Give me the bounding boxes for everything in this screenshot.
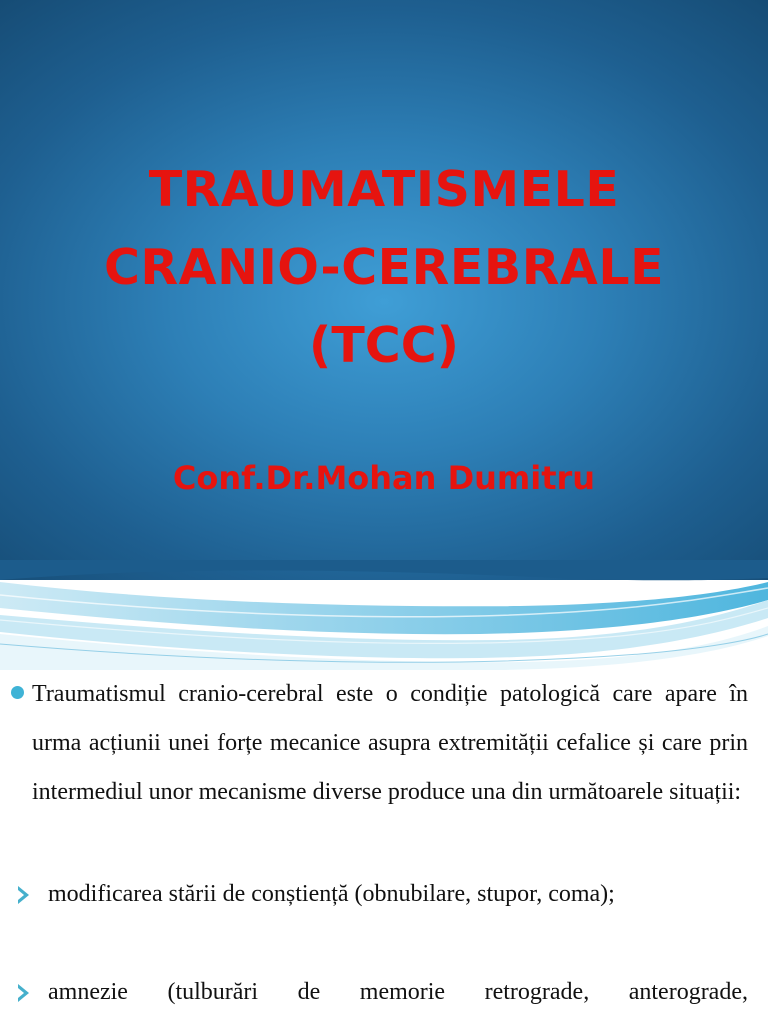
arrow-bullet-icon (18, 984, 29, 1002)
title-line-3: (TCC) (308, 317, 460, 374)
content-area (0, 660, 768, 1024)
list-item-amnesia: amnezie (tulburări de memorie retrograde, anterograde, (48, 979, 748, 1005)
arrow-bullet-icon (18, 886, 29, 904)
title-line-2: CRANIO-CEREBRALE (103, 239, 665, 296)
title-line-1: TRAUMATISMELE (148, 161, 620, 218)
circle-bullet-icon (11, 686, 24, 699)
decorative-waves (0, 560, 768, 670)
list-item-consciousness: modificarea stării de conștiență (obnubilare, stupor, coma); (48, 881, 615, 907)
author-name: Conf.Dr.Mohan Dumitru (172, 459, 596, 497)
definition-paragraph: Traumatismul cranio-cerebral este o condiție patologică care apare în urma acțiunii unei forțe mecanice asupra extremității cefalice și care prin intermediul unor mecanisme diverse produce una din următoarele situații: (32, 681, 748, 805)
